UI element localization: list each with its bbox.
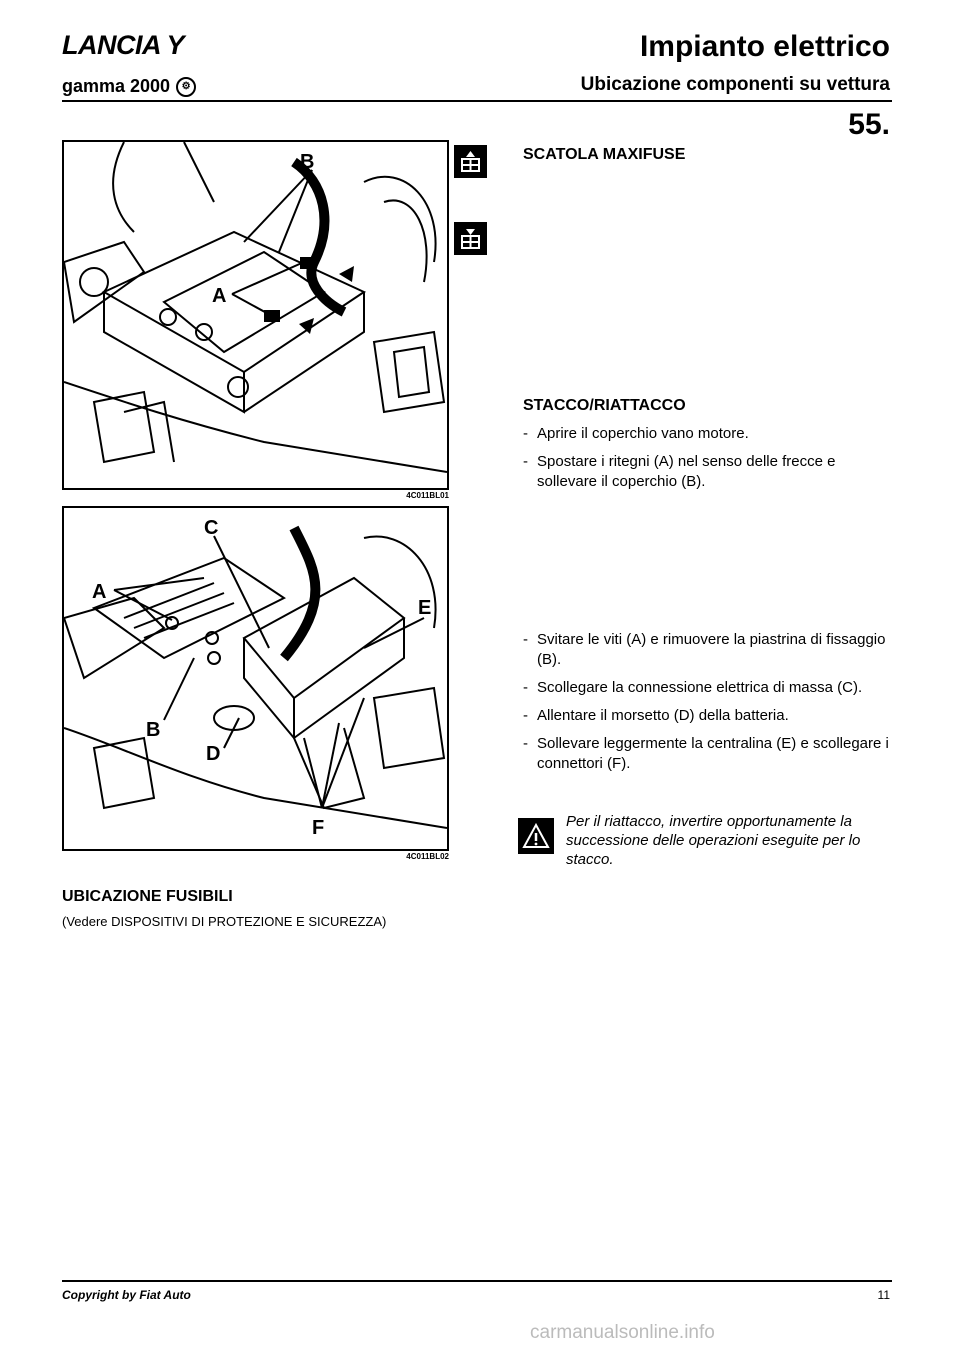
figure-maxifuse-removal — [62, 506, 449, 851]
figure-2-label-a: A — [92, 581, 107, 603]
brand-title: LANCIA Y — [62, 30, 185, 60]
figure-1-label-a: A — [212, 285, 227, 307]
figure-1-drawing — [64, 142, 447, 488]
watermark: carmanualsonline.info — [530, 1322, 715, 1343]
page-code: 55. — [848, 108, 890, 141]
figure-2-label-e: E — [418, 597, 432, 619]
engine-icon: ⚙ — [176, 77, 196, 97]
removal-icon — [454, 145, 487, 178]
warning-icon — [518, 818, 554, 854]
list-item: - Svitare le viti (A) e rimuovere la piastrina di fissaggio (B). — [523, 630, 893, 670]
figure-1-label-b: B — [300, 151, 315, 173]
list-item: - Spostare i ritegni (A) nel senso delle frecce e sollevare il coperchio (B). — [523, 452, 893, 492]
copyright: Copyright by Fiat Auto — [62, 1288, 191, 1302]
page-number: 11 — [877, 1288, 890, 1302]
refit-icon — [454, 222, 487, 255]
maxifuse-title: SCATOLA MAXIFUSE — [523, 146, 686, 163]
stacco-title: STACCO/RIATTACCO — [523, 397, 686, 414]
header-divider — [62, 100, 892, 102]
list-item: - Scollegare la connessione elettrica di massa (C). — [523, 678, 893, 698]
steps-list-a — [523, 424, 893, 500]
section-title: Impianto elettrico — [639, 30, 890, 63]
range-text: gamma 2000 — [62, 76, 171, 96]
figure-2-code: 4C011BL02 — [406, 852, 449, 861]
fuse-location-title: UBICAZIONE FUSIBILI — [62, 888, 233, 905]
list-item: - Aprire il coperchio vano motore. — [523, 424, 893, 444]
figure-maxifuse-cover — [62, 140, 449, 490]
list-item: - Allentare il morsetto (D) della batteria. — [523, 706, 893, 726]
footer-divider — [62, 1280, 892, 1282]
figure-2-label-c: C — [204, 517, 219, 539]
figure-2-label-f: F — [312, 817, 325, 839]
figure-2-label-d: D — [206, 743, 221, 765]
list-item: - Sollevare leggermente la centralina (E) e scollegare i connettori (F). — [523, 734, 893, 774]
warning-text: Per il riattacco, invertire opportunamente la successione delle operazioni eseguite per lo stacco. — [566, 813, 861, 868]
figure-2-drawing — [64, 508, 447, 849]
figure-1-code: 4C011BL01 — [406, 491, 449, 500]
steps-list-b — [523, 630, 893, 782]
fuse-location-note: (Vedere DISPOSITIVI DI PROTEZIONE E SICUREZZA) — [62, 914, 387, 929]
section-subtitle: Ubicazione componenti su vettura — [580, 74, 890, 95]
figure-2-label-b: B — [146, 719, 161, 741]
range-label — [62, 76, 196, 97]
